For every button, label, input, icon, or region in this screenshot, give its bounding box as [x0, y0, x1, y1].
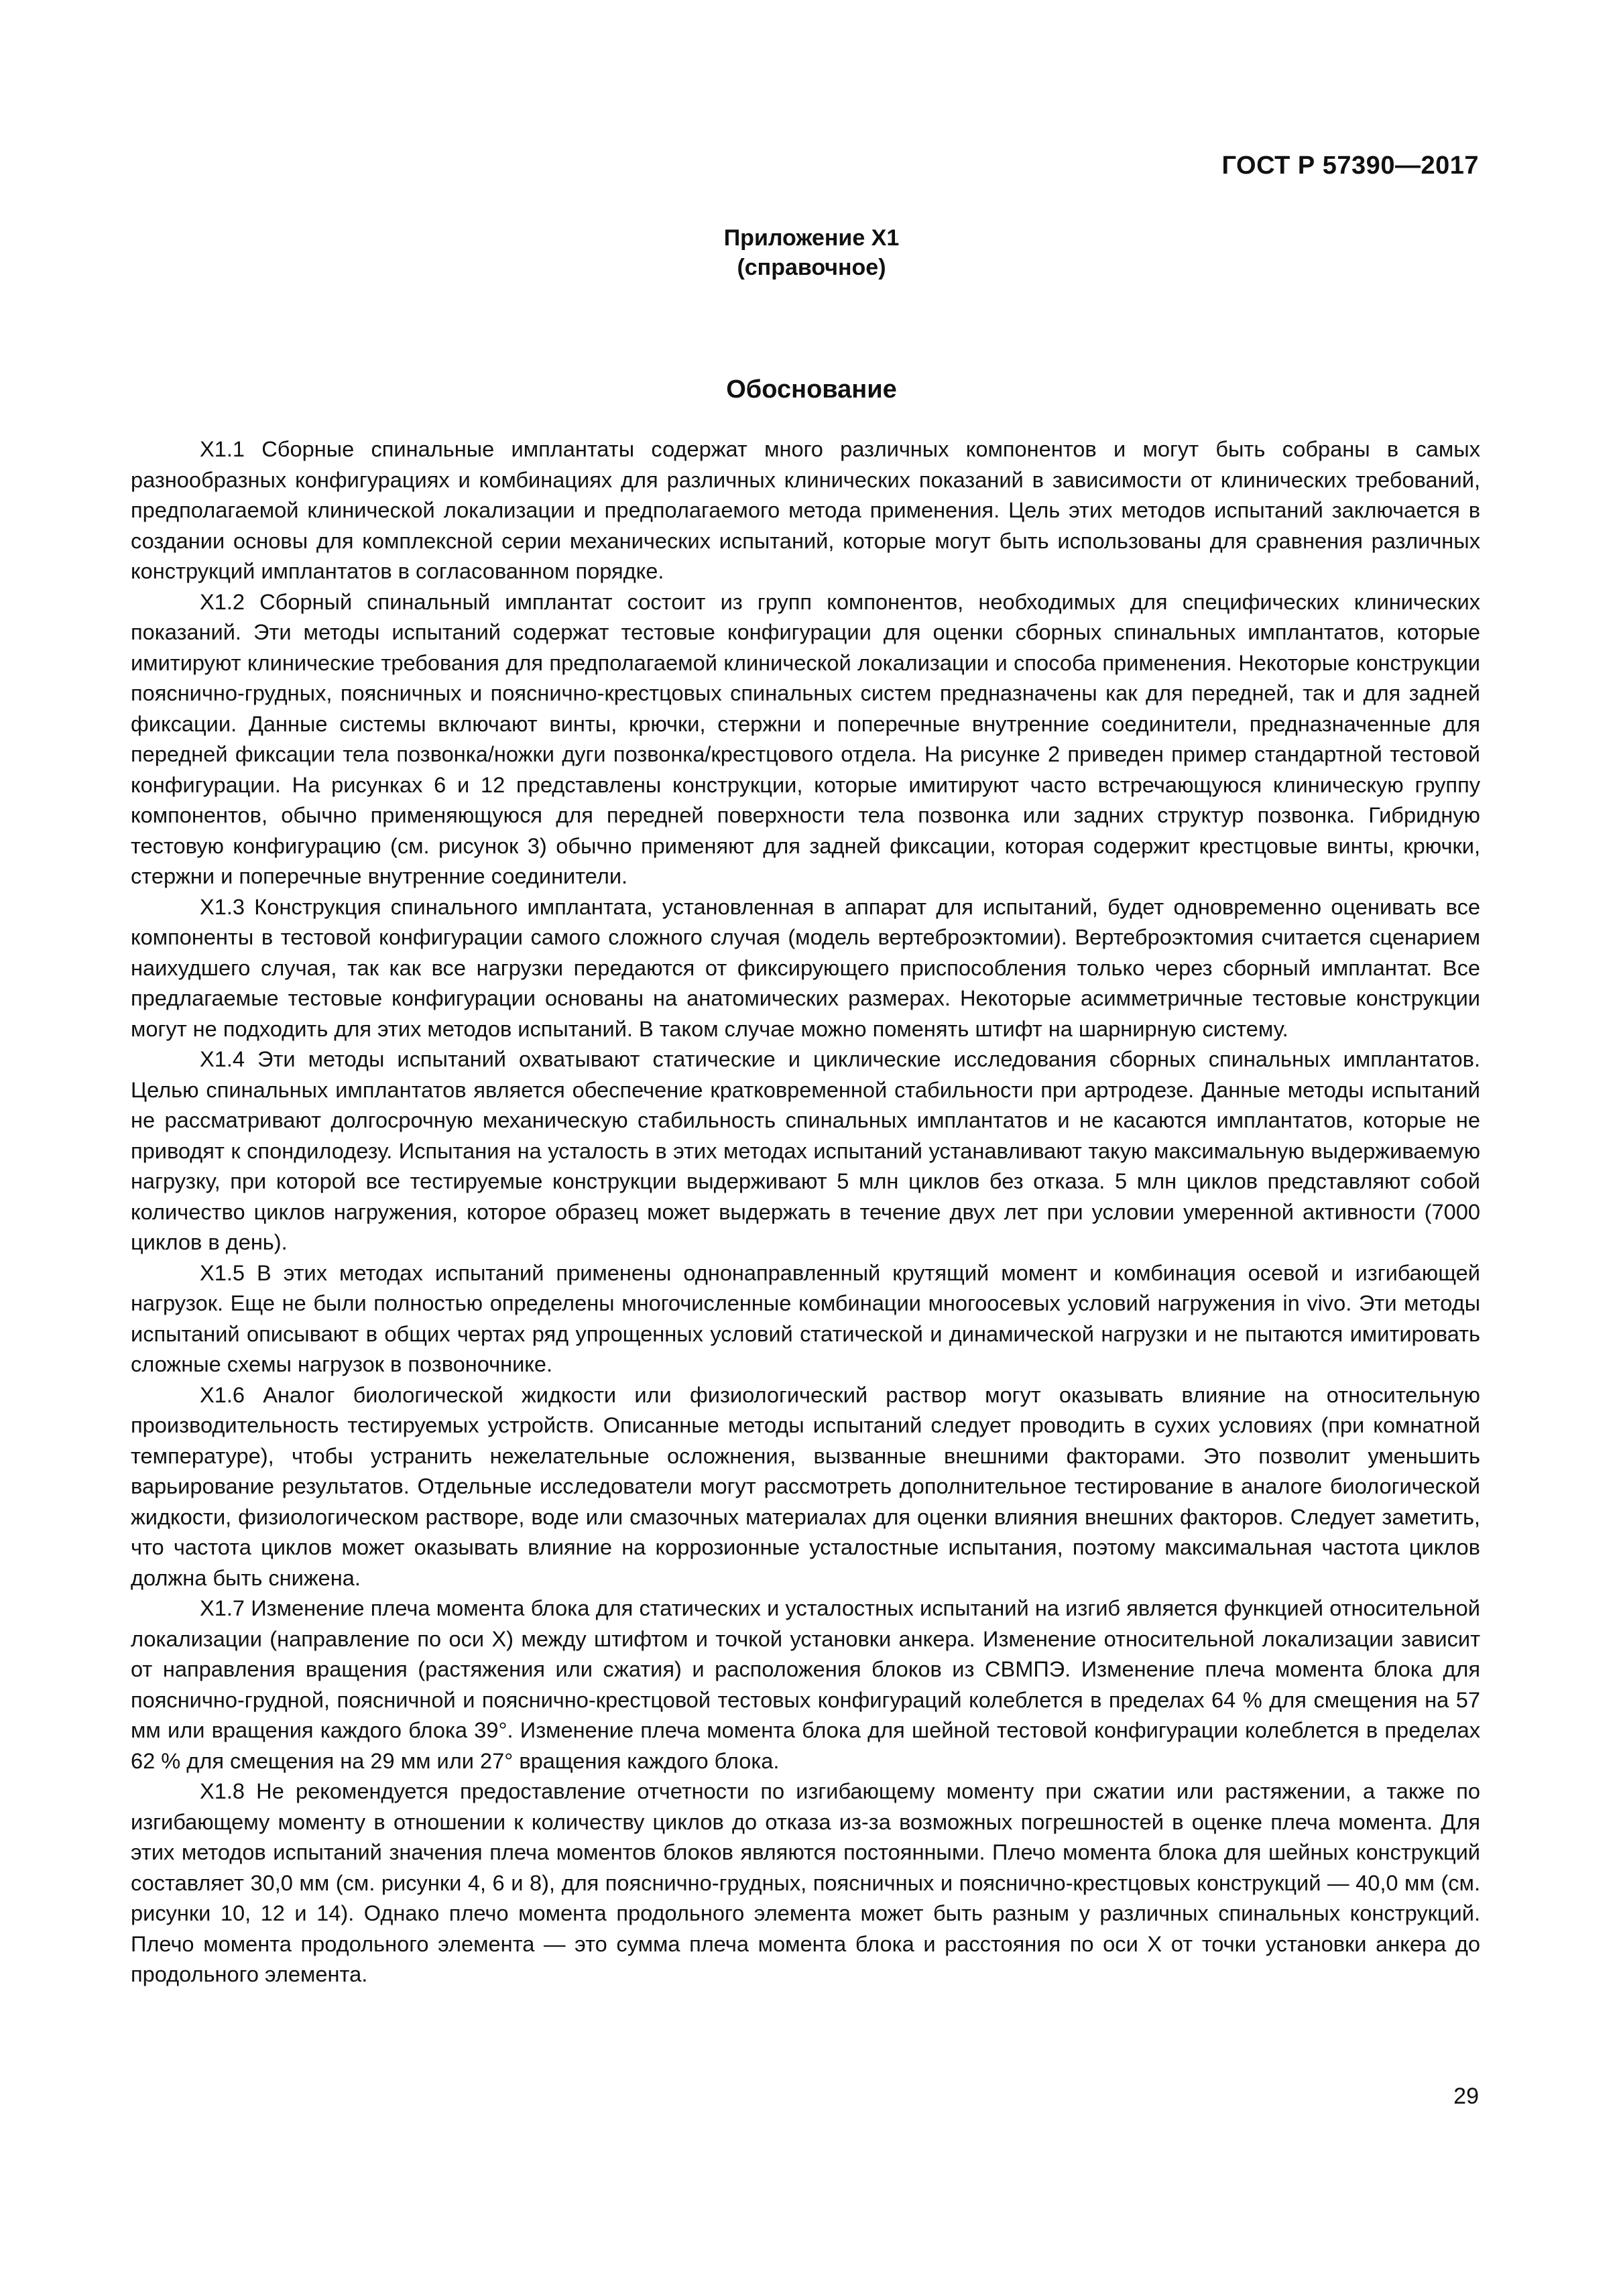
- appendix-title: Приложение X1: [723, 225, 900, 251]
- appendix-kind: (справочное): [737, 255, 886, 280]
- paragraph-x1-6: X1.6 Аналог биологической жидкости или физиологический раствор могут оказывать влияние на относительную производительность тестируемых устройств. Описанные методы испытаний следует проводить в сухих условиях (при комнатной температуре), чтобы устранить нежелательные осложнения, вызванные внешними факторами. Это позволит уменьшить варьирование результатов. Отдельные исследователи могут рассмотреть дополнительное тестирование в аналоге биологической жидкости, физиологическом растворе, воде или смазочных материалах для оценки влияния внешних факторов. Следует заметить, что частота циклов может оказывать влияние на коррозионные усталостные испытания, поэтому максимальная частота циклов должна быть снижена.: [131, 1382, 1480, 1590]
- paragraph-x1-1: X1.1 Сборные спинальные имплантаты содержат много различных компонентов и могут быть собраны в самых разнообразных конфигурациях и комбинациях для различных клинических показаний в зависимости от клинических требований, предполагаемой клинической локализации и предполагаемого метода применения. Цель этих методов испытаний заключается в создании основы для комплексной серии механических испытаний, которые могут быть использованы для сравнения различных конструкций имплантатов в согласованном порядке.: [131, 436, 1480, 583]
- paragraph-x1-2: X1.2 Сборный спинальный имплантат состоит из групп компонентов, необходимых для специфических клинических показаний. Эти методы испытаний содержат тестовые конфигурации для оценки сборных спинальных имплантатов, которые имитируют клинические требования для предполагаемой клинической локализации и способа применения. Некоторые конструкции пояснично-грудных, поясничных и пояснично-крестцовых спинальных систем предназначены как для передней, так и для задней фиксации. Данные системы включают винты, крючки, стержни и поперечные внутренние соединители, предназначенные для передней фиксации тела позвонка/ножки дуги позвонка/крестцового отдела. На рисунке 2 приведен пример стандартной тестовой конфигурации. На рисунках 6 и 12 представлены конструкции, которые имитируют часто встречающуюся клиническую группу компонентов, обычно применяющуюся для передней поверхности тела позвонка или задних структур позвонка. Гибридную тестовую конфигурацию (см. рисунок 3) обычно применяют для задней фиксации, которая содержит крестцовые винты, крючки, стержни и поперечные внутренние соединители.: [131, 589, 1480, 888]
- standard-id: ГОСТ Р 57390—2017: [1221, 152, 1479, 180]
- page-number: 29: [1453, 2083, 1479, 2109]
- paragraph-x1-4: X1.4 Эти методы испытаний охватывают статические и циклические исследования сборных спинальных имплантатов. Целью спинальных имплантатов является обеспечение кратковременной стабильности при артродезе. Данные методы испытаний не рассматривают долгосрочную механическую стабильность спинальных имплантатов и не касаются имплантатов, которые не приводят к спондилодезу. Испытания на усталость в этих методах испытаний устанавливают такую максимальную выдерживаемую нагрузку, при которой все тестируемые конструкции выдерживают 5 млн циклов без отказа. 5 млн циклов представляют собой количество циклов нагружения, которое образец может выдержать в течение двух лет при условии умеренной активности (7000 циклов в день).: [131, 1046, 1480, 1254]
- section-heading: Обоснование: [726, 375, 897, 404]
- body-text: [131, 434, 1480, 1990]
- paragraph-x1-8: X1.8 Не рекомендуется предоставление отчетности по изгибающему моменту при сжатии или растяжении, а также по изгибающему моменту в отношении к количеству циклов до отказа из-за возможных погрешностей в оценке плеча момента. Для этих методов испытаний значения плеча моментов блоков являются постоянными. Плечо момента блока для шейных конструкций составляет 30,0 мм (см. рисунки 4, 6 и 8), для пояснично-грудных, поясничных и пояснично-крестцовых конструкций — 40,0 мм (см. рисунки 10, 12 и 14). Однако плечо момента продольного элемента может быть разным у различных спинальных конструкций. Плечо момента продольного элемента — это сумма плеча момента блока и расстояния по оси X от точки установки анкера до продольного элемента.: [131, 1778, 1480, 1986]
- appendix-heading: [0, 223, 1623, 282]
- paragraph-x1-7: X1.7 Изменение плеча момента блока для статических и усталостных испытаний на изгиб является функцией относительной локализации (направление по оси X) между штифтом и точкой установки анкера. Изменение относительной локализации зависит от направления вращения (растяжения или сжатия) и расположения блоков из СВМПЭ. Изменение плеча момента блока для пояснично-грудной, поясничной и пояснично-крестцовой тестовых конфигураций колеблется в пределах 64 % для смещения на 57 мм или вращения каждого блока 39°. Изменение плеча момента блока для шейной тестовой конфигурации колеблется в пределах 62 % для смещения на 29 мм или 27° вращения каждого блока.: [131, 1595, 1480, 1773]
- paragraph-x1-3: X1.3 Конструкция спинального имплантата, установленная в аппарат для испытаний, будет одновременно оценивать все компоненты в тестовой конфигурации самого сложного случая (модель вертеброэктомии). Вертеброэктомия считается сценарием наихудшего случая, так как все нагрузки передаются от фиксирующего приспособления только через сборный имплантат. Все предлагаемые тестовые конфигурации основаны на анатомических размерах. Некоторые асимметричные тестовые конструкции могут не подходить для этих методов испытаний. В таком случае можно поменять штифт на шарнирную систему.: [131, 894, 1480, 1041]
- paragraph-x1-5: X1.5 В этих методах испытаний применены однонаправленный крутящий момент и комбинация осевой и изгибающей нагрузок. Еще не были полностью определены многочисленные комбинации многоосевых условий нагружения in vivo. Эти методы испытаний описывают в общих чертах ряд упрощенных условий статической и динамической нагрузки и не пытаются имитировать сложные схемы нагрузок в позвоночнике.: [131, 1260, 1480, 1376]
